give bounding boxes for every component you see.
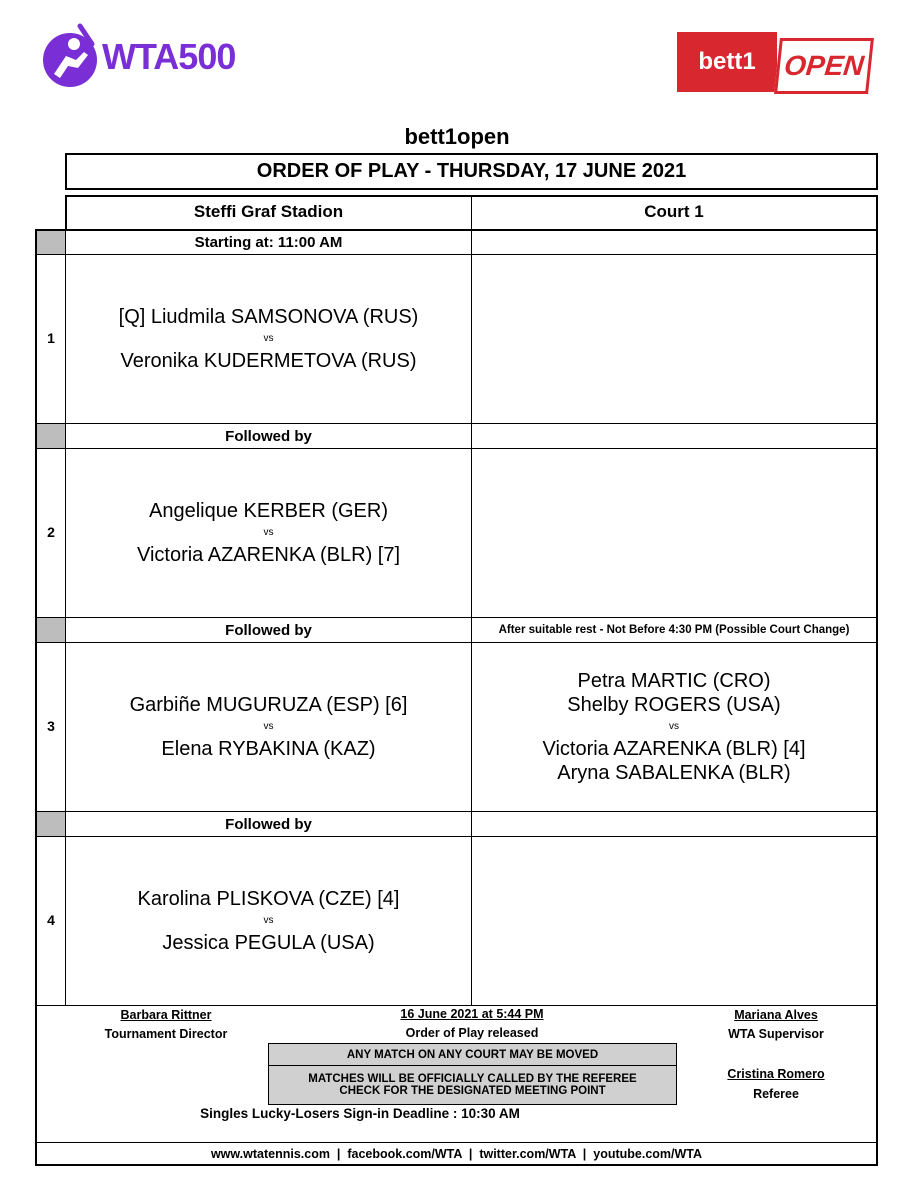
match-cell <box>66 449 471 617</box>
versus-label: vs <box>263 915 274 926</box>
match-cell <box>66 837 471 1005</box>
bett1-logo-text: bett1 <box>677 32 777 92</box>
match-number: 4 <box>47 912 55 928</box>
tournament-title: bett1open <box>404 124 510 149</box>
versus-label: vs <box>263 721 274 732</box>
notice-referee-call <box>268 1065 677 1105</box>
notice-text: CHECK FOR THE DESIGNATED MEETING POINT <box>339 1085 606 1097</box>
doubles-match-cell <box>472 643 876 811</box>
wta500-wordmark: WTA500 <box>102 36 236 77</box>
referee-name: Cristina Romero <box>727 1067 825 1081</box>
player-name: Angelique KERBER (GER) <box>149 500 388 522</box>
versus-label: vs <box>669 721 679 732</box>
player-name: Jessica PEGULA (USA) <box>162 932 375 954</box>
player-name: Garbiñe MUGURUZA (ESP) [6] <box>129 694 408 716</box>
player-name: [Q] Liudmila SAMSONOVA (RUS) <box>118 306 419 328</box>
court1-not-before-note: After suitable rest - Not Before 4:30 PM (Possible Court Change) <box>498 624 850 636</box>
match-number: 2 <box>47 524 55 540</box>
player-name: Veronika KUDERMETOVA (RUS) <box>120 350 417 372</box>
notice-text: ANY MATCH ON ANY COURT MAY BE MOVED <box>346 1049 599 1061</box>
notice-text: MATCHES WILL BE OFFICIALLY CALLED BY THE REFEREE <box>308 1073 637 1085</box>
starting-time-label: Starting at: 11:00 AM <box>194 233 343 251</box>
match-cell <box>66 255 471 423</box>
court-header-court-1: Court 1 <box>644 202 704 221</box>
followed-by-label: Followed by <box>225 815 312 833</box>
wta500-logo <box>40 22 250 96</box>
versus-label: vs <box>263 527 274 538</box>
match-cell <box>66 643 471 811</box>
bett1-open-logo <box>677 32 867 92</box>
wta-player-icon <box>40 22 100 96</box>
referee-title: Referee <box>753 1087 799 1101</box>
order-of-play-title: ORDER OF PLAY - THURSDAY, 17 JUNE 2021 <box>65 153 878 190</box>
player-name: Victoria AZARENKA (BLR) [4] <box>542 738 806 760</box>
match-number: 3 <box>47 718 55 734</box>
wta-supervisor-title: WTA Supervisor <box>728 1027 824 1041</box>
tournament-director-name: Barbara Rittner <box>120 1008 212 1022</box>
match-number: 1 <box>47 330 55 346</box>
player-name: Shelby ROGERS (USA) <box>567 694 781 716</box>
release-date: 16 June 2021 at 5:44 PM <box>400 1007 544 1021</box>
open-logo-text: OPEN <box>774 38 874 94</box>
tournament-director-title: Tournament Director <box>104 1027 228 1041</box>
social-links: www.wtatennis.com | facebook.com/WTA | twitter.com/WTA | youtube.com/WTA <box>210 1147 703 1161</box>
court-header-steffi-graf-stadion: Steffi Graf Stadion <box>193 202 344 221</box>
player-name: Petra MARTIC (CRO) <box>577 670 771 692</box>
followed-by-label: Followed by <box>225 621 312 639</box>
player-name: Karolina PLISKOVA (CZE) [4] <box>137 888 400 910</box>
release-label: Order of Play released <box>405 1026 539 1040</box>
notice-match-moved <box>268 1043 677 1067</box>
player-name: Aryna SABALENKA (BLR) <box>557 762 791 784</box>
player-name: Elena RYBAKINA (KAZ) <box>161 738 376 760</box>
wta-supervisor-name: Mariana Alves <box>734 1008 818 1022</box>
player-name: Victoria AZARENKA (BLR) [7] <box>136 544 401 566</box>
lucky-loser-deadline: Singles Lucky-Losers Sign-in Deadline : 10:30 AM <box>200 1106 520 1121</box>
followed-by-label: Followed by <box>225 427 312 445</box>
versus-label: vs <box>263 333 274 344</box>
